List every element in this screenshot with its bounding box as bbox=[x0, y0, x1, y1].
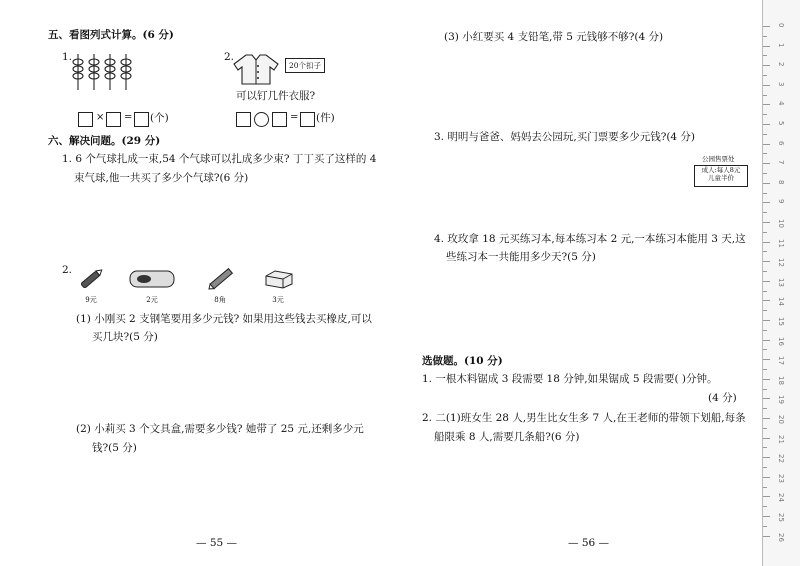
ruler-tick bbox=[763, 340, 770, 341]
choice-section-title: 选做题。(10 分) bbox=[422, 355, 503, 367]
ruler-label: 1 bbox=[777, 42, 785, 48]
ruler-tick bbox=[763, 447, 767, 448]
ruler-tick bbox=[763, 369, 767, 370]
answer-box[interactable] bbox=[106, 112, 121, 127]
ruler-tick bbox=[763, 487, 767, 488]
ruler-tick bbox=[763, 95, 767, 96]
ruler-tick bbox=[763, 496, 770, 497]
sub1-line1: (1) 小刚买 2 支钢笔要用多少元钱? 如果用这些钱去买橡皮,可以 bbox=[76, 313, 372, 325]
ruler-label: 19 bbox=[777, 395, 785, 405]
ruler-label: 5 bbox=[777, 121, 785, 126]
ruler-label: 18 bbox=[777, 375, 785, 385]
operator-circle[interactable] bbox=[254, 112, 269, 127]
jacket-illustration bbox=[232, 52, 280, 86]
times-sign: × bbox=[96, 112, 105, 123]
ruler-tick bbox=[763, 271, 767, 272]
page-number-left: — 55 — bbox=[196, 537, 238, 549]
choice1-line1: 1. 一根木料锯成 3 段需要 18 分钟,如果锯成 5 段需要( )分钟。 bbox=[422, 373, 718, 385]
ruler-tick bbox=[763, 526, 767, 527]
ruler-tick bbox=[763, 114, 767, 115]
ruler-label: 3 bbox=[777, 81, 785, 87]
ruler-label: 9 bbox=[777, 199, 785, 204]
ruler-label: 10 bbox=[777, 219, 785, 228]
ruler-label: 16 bbox=[777, 336, 785, 346]
ruler-tick bbox=[763, 173, 767, 174]
ruler-label: 21 bbox=[777, 434, 785, 444]
ruler-tick bbox=[763, 153, 767, 154]
ruler-tick bbox=[763, 310, 767, 311]
section6-title: 六、解决问题。(29 分) bbox=[48, 135, 161, 147]
ruler-tick bbox=[763, 330, 767, 331]
problem4-line2: 些练习本一共能用多少天?(5 分) bbox=[446, 251, 596, 263]
ruler-tick bbox=[763, 232, 767, 233]
ruler-label: 15 bbox=[777, 317, 785, 326]
ruler-label: 23 bbox=[777, 473, 785, 483]
q2-number: 2. bbox=[224, 51, 235, 63]
ruler-tick bbox=[763, 124, 770, 125]
ruler-tick bbox=[763, 104, 770, 105]
pen-icon bbox=[76, 266, 106, 292]
button-count-label: 20个扣子 bbox=[285, 58, 325, 73]
eraser-icon bbox=[263, 268, 295, 290]
q2-unit: (件) bbox=[316, 112, 335, 124]
equals-sign: = bbox=[124, 112, 133, 123]
answer-box[interactable] bbox=[134, 112, 149, 127]
ruler-tick bbox=[763, 46, 770, 47]
ruler-tick bbox=[763, 65, 770, 66]
ticket-child-price: 儿童半价 bbox=[708, 174, 734, 182]
ruler-tick bbox=[763, 242, 770, 243]
ruler-label: 0 bbox=[777, 23, 785, 28]
ruler-tick bbox=[763, 359, 770, 360]
q1-number: 1. bbox=[62, 51, 73, 63]
ruler-tick bbox=[763, 536, 770, 537]
ruler-tick bbox=[763, 202, 770, 203]
ruler-tick bbox=[763, 467, 767, 468]
choice2-line1: 2. 二(1)班女生 28 人,男生比女生多 7 人,在王老师的带领下划船,每条 bbox=[422, 412, 746, 424]
page-number-right: — 56 — bbox=[568, 537, 610, 549]
ruler-tick bbox=[763, 506, 767, 507]
pencil-case-icon bbox=[128, 268, 176, 290]
pencil-case-price: 2元 bbox=[146, 296, 158, 304]
ruler-tick bbox=[763, 300, 770, 301]
ruler-tick bbox=[763, 477, 770, 478]
ruler-tick bbox=[763, 281, 770, 282]
ruler-tick bbox=[763, 516, 770, 517]
answer-box[interactable] bbox=[78, 112, 93, 127]
sub2-line1: (2) 小莉买 3 个文具盒,需要多少钱? 她带了 25 元,还剩多少元 bbox=[76, 423, 364, 435]
ruler-tick bbox=[763, 389, 767, 390]
ruler-tick bbox=[763, 418, 770, 419]
ruler-tick bbox=[763, 85, 770, 86]
eraser-price: 3元 bbox=[272, 296, 284, 304]
ruler-tick bbox=[763, 144, 770, 145]
ruler-label: 6 bbox=[777, 140, 785, 146]
ruler-tick bbox=[763, 163, 770, 164]
ruler-tick bbox=[763, 212, 767, 213]
ruler-tick bbox=[763, 222, 770, 223]
ruler-tick bbox=[763, 428, 767, 429]
ruler-label: 17 bbox=[777, 356, 785, 366]
bead-sticks-illustration bbox=[70, 52, 150, 92]
problem1-line2: 束气球,他一共买了多少个气球?(6 分) bbox=[74, 172, 249, 184]
q2-question: 可以钉几件衣服? bbox=[236, 90, 316, 102]
ticket-sign bbox=[694, 165, 748, 187]
ruler-tick bbox=[763, 408, 767, 409]
ruler-label: 24 bbox=[777, 493, 785, 503]
ruler-tick bbox=[763, 379, 770, 380]
answer-box[interactable] bbox=[272, 112, 287, 127]
ruler-tick bbox=[763, 398, 770, 399]
ruler-tick bbox=[763, 457, 770, 458]
ruler-tick bbox=[763, 291, 767, 292]
pencil-price: 8角 bbox=[214, 296, 226, 304]
problem4-line1: 4. 玫玫拿 18 元买练习本,每本练习本 2 元,一本练习本能用 3 天,这 bbox=[434, 233, 746, 245]
ruler-label: 8 bbox=[777, 179, 785, 185]
answer-box[interactable] bbox=[300, 112, 315, 127]
ruler-label: 2 bbox=[777, 62, 785, 67]
answer-box[interactable] bbox=[236, 112, 251, 127]
problem1-line1: 1. 6 个气球扎成一束,54 个气球可以扎成多少束? 丁丁买了这样的 4 bbox=[62, 153, 377, 165]
ruler-label: 12 bbox=[777, 258, 785, 268]
ruler-tick bbox=[763, 183, 770, 184]
ruler-label: 13 bbox=[777, 277, 785, 287]
ticket-sign-title: 公园售票处 bbox=[702, 155, 735, 163]
problem2-number: 2. bbox=[62, 264, 73, 276]
ruler-tick bbox=[763, 261, 770, 262]
ruler-label: 14 bbox=[777, 297, 785, 307]
ruler-tick bbox=[763, 26, 770, 27]
pencil-icon bbox=[205, 264, 239, 292]
ruler-tick bbox=[763, 349, 767, 350]
ruler-label: 7 bbox=[777, 160, 785, 165]
ruler-tick bbox=[763, 134, 767, 135]
ruler-tick bbox=[763, 193, 767, 194]
ruler-tick bbox=[763, 438, 770, 439]
choice1-line2: (4 分) bbox=[708, 392, 737, 404]
ruler-label: 25 bbox=[777, 513, 785, 522]
problem3-text: 3. 明明与爸爸、妈妈去公园玩,买门票要多少元钱?(4 分) bbox=[434, 131, 696, 143]
ruler-tick bbox=[763, 251, 767, 252]
ruler-tick bbox=[763, 75, 767, 76]
ruler-label: 26 bbox=[777, 532, 785, 542]
q1-unit: (个) bbox=[150, 112, 169, 124]
ruler-label: 11 bbox=[777, 238, 785, 248]
sub3-text: (3) 小红要买 4 支铅笔,带 5 元钱够不够?(4 分) bbox=[444, 31, 664, 43]
sub2-line2: 钱?(5 分) bbox=[92, 442, 137, 454]
ruler-tick bbox=[763, 55, 767, 56]
ruler-label: 22 bbox=[777, 454, 785, 464]
ticket-adult-price: 成人:每人8元 bbox=[701, 166, 741, 174]
ruler-tick bbox=[763, 36, 767, 37]
choice2-line2: 船限乘 8 人,需要几条船?(6 分) bbox=[434, 431, 580, 443]
ruler-label: 4 bbox=[777, 101, 785, 106]
section5-title: 五、看图列式计算。(6 分) bbox=[48, 29, 174, 41]
equals-sign: = bbox=[290, 112, 299, 123]
ruler bbox=[762, 0, 800, 566]
pen-price: 9元 bbox=[85, 296, 97, 304]
sub1-line2: 买几块?(5 分) bbox=[92, 331, 158, 343]
ruler-tick bbox=[763, 320, 770, 321]
ruler-label: 20 bbox=[777, 415, 785, 424]
